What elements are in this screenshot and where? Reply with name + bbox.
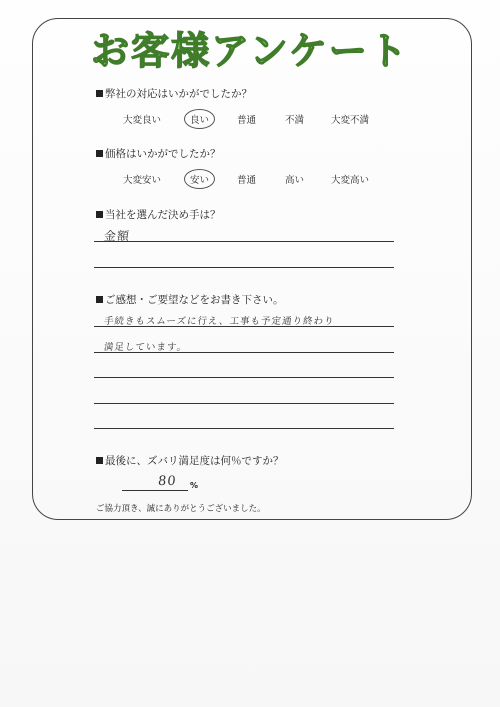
bullet-square-icon bbox=[96, 211, 103, 218]
bullet-square-icon bbox=[96, 150, 103, 157]
answer-line bbox=[94, 352, 394, 353]
bullet-square-icon bbox=[96, 296, 103, 303]
percent-unit: % bbox=[190, 481, 199, 490]
answer-line bbox=[94, 377, 394, 378]
q1-option-1[interactable]: 大変良い bbox=[123, 115, 162, 126]
q2-option-5[interactable]: 大変高い bbox=[331, 175, 370, 186]
question-2-label: 価格はいかがでしたか？ bbox=[105, 148, 221, 160]
q4-answer-line-1: 手続きもスムーズに行え、工事も予定通り終わり bbox=[103, 316, 336, 327]
question-5 bbox=[96, 453, 284, 468]
q2-option-3[interactable]: 普通 bbox=[237, 175, 257, 186]
question-4 bbox=[96, 292, 284, 307]
q1-option-3[interactable]: 普通 bbox=[237, 115, 257, 126]
footer-thanks: ご協力頂き、誠にありがとうございました。 bbox=[96, 504, 266, 514]
q2-option-1[interactable]: 大変安い bbox=[123, 175, 162, 186]
question-1-label: 弊社の対応はいかがでしたか？ bbox=[105, 88, 252, 100]
question-2 bbox=[96, 146, 221, 161]
answer-line bbox=[94, 403, 394, 404]
q3-answer: 金額 bbox=[103, 229, 131, 243]
question-3-label: 当社を選んだ決め手は？ bbox=[105, 209, 221, 221]
answer-line bbox=[94, 326, 394, 327]
answer-line bbox=[94, 428, 394, 429]
question-3 bbox=[96, 207, 221, 222]
q1-option-2-selected[interactable]: 良い bbox=[190, 112, 209, 126]
bullet-square-icon bbox=[96, 457, 103, 464]
question-4-label: ご感想・ご要望などをお書き下さい。 bbox=[105, 294, 284, 306]
q4-answer-line-2: 満足しています。 bbox=[103, 342, 188, 353]
q5-answer: 80 bbox=[157, 474, 178, 489]
q2-option-4[interactable]: 高い bbox=[285, 175, 305, 186]
answer-line bbox=[122, 490, 188, 491]
question-1 bbox=[96, 86, 252, 101]
q2-option-2-selected[interactable]: 安い bbox=[190, 172, 209, 186]
question-5-label: 最後に、ズバリ満足度は何％ですか？ bbox=[105, 455, 284, 467]
answer-line bbox=[94, 267, 394, 268]
bullet-square-icon bbox=[96, 90, 103, 97]
q1-option-4[interactable]: 不満 bbox=[285, 115, 305, 126]
answer-line bbox=[94, 241, 394, 242]
survey-title: お客様アンケート bbox=[91, 29, 409, 73]
q1-option-5[interactable]: 大変不満 bbox=[331, 115, 370, 126]
